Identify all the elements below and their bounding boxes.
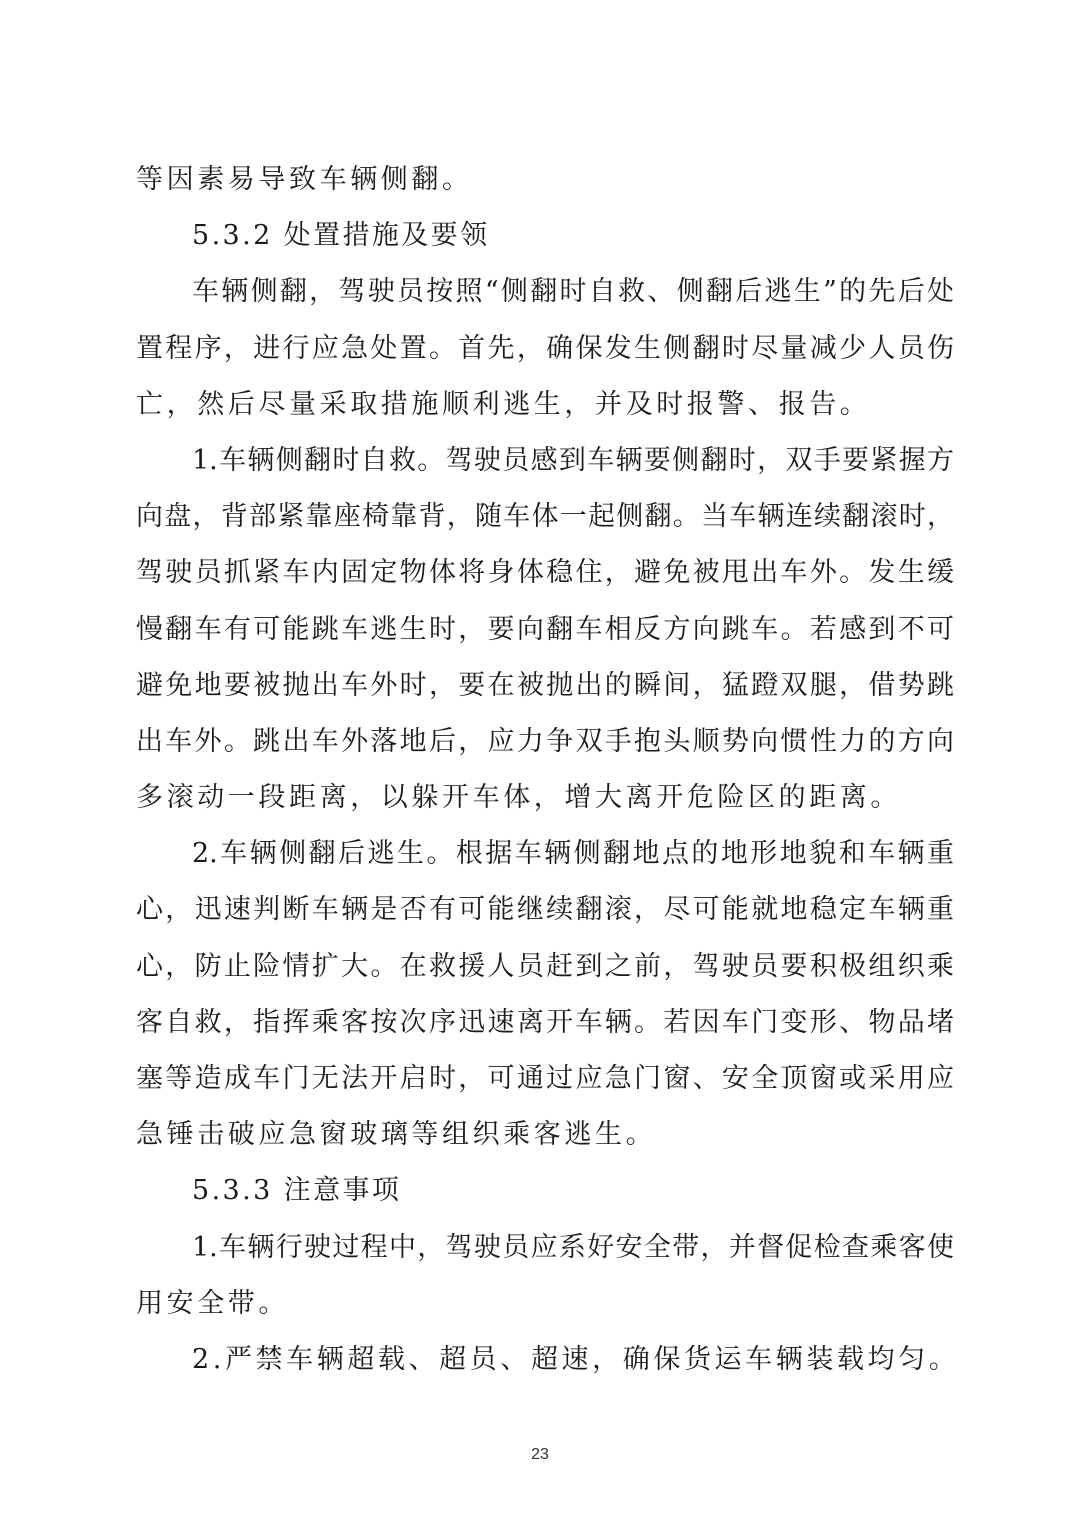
text-line: 置程序，进行应急处置。首先，确保发生侧翻时尽量减少人员伤	[136, 332, 954, 364]
paragraph-lines	[136, 152, 960, 1388]
text-line: 向盘，背部紧靠座椅靠背，随车体一起侧翻。当车辆连续翻滚时，	[136, 501, 954, 533]
text-line: 车辆侧翻，驾驶员按照“侧翻时自救、侧翻后逃生”的先后处	[192, 276, 954, 308]
text-line: 出车外。跳出车外落地后，应力争双手抱头顺势向惯性力的方向	[136, 725, 954, 757]
text-line: 亡，然后尽量采取措施顺利逃生，并及时报警、报告。	[136, 388, 871, 420]
text-line: 慢翻车有可能跳车逃生时，要向翻车相反方向跳车。若感到不可	[136, 613, 954, 645]
text-line: 多滚动一段距离，以躲开车体，增大离开危险区的距离。	[136, 782, 901, 814]
text-line: 等因素易导致车辆侧翻。	[136, 164, 473, 195]
text-line: 2.车辆侧翻后逃生。根据车辆侧翻地点的地形地貌和车辆重	[192, 838, 954, 870]
text-line: 1.车辆侧翻时自救。驾驶员感到车辆要侧翻时，双手要紧握方	[192, 444, 954, 476]
section-heading-5-3-3: 5.3.3 注意事项	[192, 1175, 402, 1207]
section-heading-5-3-2: 5.3.2 处置措施及要领	[192, 220, 490, 252]
text-line: 客自救，指挥乘客按次序迅速离开车辆。若因车门变形、物品堵	[136, 1006, 954, 1038]
text-line: 急锤击破应急窗玻璃等组织乘客逃生。	[136, 1119, 657, 1151]
page-number: 23	[531, 1446, 549, 1463]
text-line: 塞等造成车门无法开启时，可通过应急门窗、安全顶窗或采用应	[136, 1063, 954, 1094]
document-body	[136, 152, 960, 1388]
text-line: 驾驶员抓紧车内固定物体将身体稳住，避免被甩出车外。发生缓	[136, 557, 954, 589]
text-line: 用安全带。	[136, 1287, 289, 1319]
text-line: 心，迅速判断车辆是否有可能继续翻滚，尽可能就地稳定车辆重	[136, 894, 954, 926]
text-line: 避免地要被抛出车外时，要在被抛出的瞬间，猛蹬双腿，借势跳	[136, 669, 954, 701]
text-line: 心，防止险情扩大。在救援人员赶到之前，驾驶员要积极组织乘	[136, 950, 954, 982]
text-line: 1.车辆行驶过程中，驾驶员应系好安全带，并督促检查乘客使	[192, 1231, 954, 1263]
text-line: 2.严禁车辆超载、超员、超速，确保货运车辆装载均匀。	[192, 1343, 960, 1375]
